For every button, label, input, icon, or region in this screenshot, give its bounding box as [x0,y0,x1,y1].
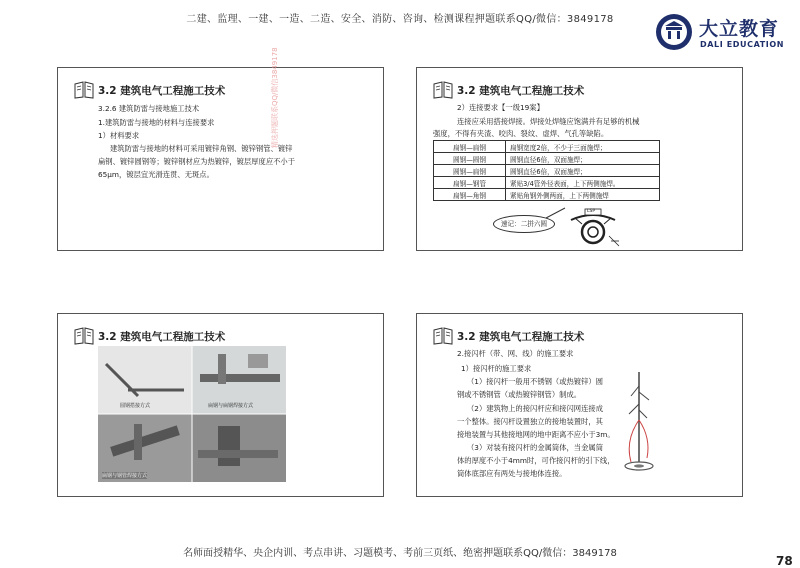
book-icon [74,81,94,99]
table-cell: 扁钢—角钢 [434,189,506,201]
item-heading: 1）接闪杆的施工要求 [461,364,532,373]
table-row [434,189,660,201]
body-text: 连接应采用搭接焊接。焊接处焊缝应饱满并有足够的机械 [457,117,640,126]
subsection-heading: 1.建筑防雷与接地的材料与连接要求 [98,118,215,127]
slide-1 [57,67,384,251]
brand-name: 大立教育 [699,18,780,40]
body-text: 扁钢、镀锌圆钢等；镀锌钢材应为热镀锌，镀层厚度应不小于 [98,157,296,166]
body-text: 筒体底部应有两处与接地体连接。 [457,469,567,478]
photo-caption-flat-steel: 扁钢与扁钢焊接方式 [208,403,254,409]
body-text: 一个整体。接闪杆设置独立的接地装置时，其 [457,417,603,426]
table-cell: 圆钢直径6倍，双面施焊； [506,165,660,177]
body-text: （1）接闪杆一般用不锈钢（或热镀锌）圆 [467,377,603,386]
table-row [434,177,660,189]
item-heading: 1）材料要求 [98,131,140,140]
watermark-text: 精选押题联系QQ/微信3849178 [271,47,279,148]
table-cell: 圆钢—圆钢 [434,153,506,165]
book-icon [74,327,94,345]
welding-photo-collage [98,346,286,482]
table-cell: 紧贴3/4管外径表面，上下两侧施焊。 [506,177,660,189]
body-text: 建筑防雷与接地的材料可采用镀锌角钢、镀锌钢管、镀锌 [110,144,293,153]
brand-name-en: DALI EDUCATION [700,40,785,49]
body-text: （3）对装有接闪杆的金属筒体，当金属筒 [467,443,603,452]
page-number: 78 [776,554,793,568]
subsection-heading: 2.接闪杆（带、网、线）的施工要求 [457,349,574,358]
slide-3 [57,313,384,497]
body-text: 接地装置与其他接地网的地中距离不应小于3m。 [457,430,615,439]
section-heading: 3.2.6 建筑防雷与接地施工技术 [98,104,200,113]
book-icon [433,81,453,99]
slide-title: 3.2 建筑电气工程施工技术 [98,85,226,97]
body-text: 65μm，镀层宜光滑连贯、无斑点。 [98,170,214,179]
page-footer-text: 名师面授精华、央企内训、考点串讲、习题模考、考前三页纸、绝密押题联系QQ/微信：3849178 [183,548,617,559]
table-row [434,165,660,177]
brand-logo [654,12,790,56]
table-row [434,153,660,165]
book-icon [433,327,453,345]
weld-diagram [565,208,621,251]
slide-2 [416,67,743,251]
table-cell: 扁钢—钢管 [434,177,506,189]
slide-title: 3.2 建筑电气工程施工技术 [457,331,585,343]
item-heading: 2）连接要求【一级19案】 [457,103,544,112]
slide-title: 3.2 建筑电气工程施工技术 [457,85,585,97]
table-cell: 圆钢直径6倍，双面施焊； [506,153,660,165]
table-cell: 紧贴角钢外侧两面，上下两侧施焊 [506,189,660,201]
table-cell: 扁钢宽度2倍，不少于三面施焊； [506,141,660,153]
table-cell: 扁钢—扁钢 [434,141,506,153]
weld-label: LSP [587,209,596,214]
body-text: （2）建筑物上的接闪杆应和接闪网连接成 [467,404,603,413]
table-row [434,141,660,153]
body-text: 体的厚度不小于4mm时，可作接闪杆的引下线， [457,456,615,465]
brand-emblem-icon [654,12,694,52]
lightning-rod-icon [617,370,669,488]
body-text: 强度，不得有夹渣、咬肉、裂纹、虚焊、气孔等缺陷。 [433,129,609,138]
photo-caption-steel-pipe: 扁钢与钢管焊接方式 [102,473,148,479]
slide-4 [416,313,743,497]
air-terminal-illustration [617,370,669,492]
table-cell: 圆钢—扁钢 [434,165,506,177]
body-text: 钢或不锈钢管（或热镀锌钢管）制成。 [457,390,582,399]
page-header-text: 二建、监理、一建、一造、二造、安全、消防、咨询、检测课程押题联系QQ/微信：3849178 [186,14,614,25]
weld-requirements-table [433,140,660,201]
photo-caption-round-steel: 圆钢搭接方式 [120,403,151,409]
welding-methods-photo [98,346,286,482]
memo-bubble: 速记：二拼六圆 [493,215,555,233]
slide-title: 3.2 建筑电气工程施工技术 [98,331,226,343]
